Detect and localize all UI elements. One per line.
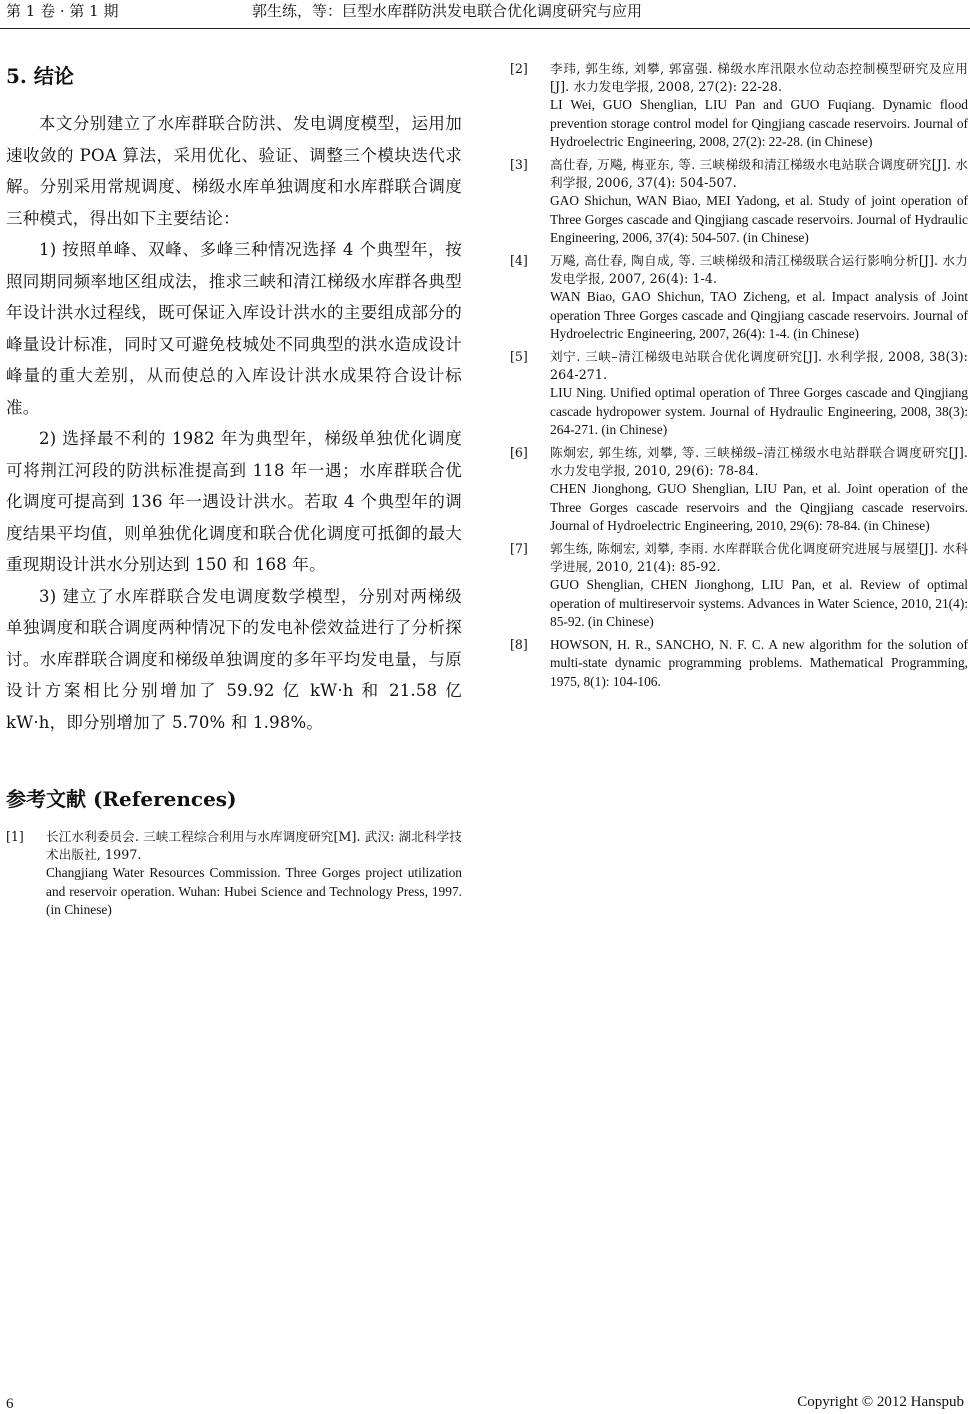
reference-item bbox=[510, 60, 968, 151]
reference-item bbox=[510, 348, 968, 439]
conclusion-paragraph: 3) 建立了水库群联合发电调度数学模型，分别对两梯级单独调度和联合调度两种情况下的发电补偿效益进行了分析探讨。水库群联合调度和梯级单独调度的多年平均发电量，与原设计方案相比分别增加了 59.92 亿 kW·h 和 21.58 亿 kW·h，即分别增加了 5.70% 和 1.98%。 bbox=[6, 586, 462, 732]
reference-number: [5] bbox=[510, 349, 528, 365]
reference-chinese: 长江水利委员会. 三峡工程综合利用与水库调度研究[M]. 武汉: 湖北科学技术出版社, 1997. bbox=[46, 829, 462, 863]
reference-chinese: 李玮, 郭生练, 刘攀, 郭富强. 梯级水库汛限水位动态控制模型研究及应用[J]. 水力发电学报, 2008, 27(2): 22-28. bbox=[550, 61, 968, 95]
reference-number: [3] bbox=[510, 157, 528, 173]
reference-item bbox=[510, 540, 968, 631]
reference-number: [8] bbox=[510, 637, 528, 653]
reference-number: [6] bbox=[510, 445, 528, 461]
reference-item bbox=[510, 252, 968, 343]
page-number: 6 bbox=[6, 1396, 14, 1412]
header-volume-issue: 第 1 卷 · 第 1 期 bbox=[6, 2, 119, 20]
running-header bbox=[0, 0, 970, 29]
reference-item bbox=[510, 444, 968, 535]
section-title-conclusion: 5. 结论 bbox=[6, 64, 74, 88]
reference-english: CHEN Jionghong, GUO Shenglian, LIU Pan, et al. Joint operation of the Three Gorges cascade reservoirs and the Qingjiang cascade reservoirs. Journal of Hydroelectric Engineering, 2010, 29(6): 78-84. (in Chinese) bbox=[550, 481, 968, 533]
left-column bbox=[6, 58, 462, 924]
reference-number: [7] bbox=[510, 541, 528, 557]
header-article-title: 郭生练，等：巨型水库群防洪发电联合优化调度研究与应用 bbox=[252, 2, 643, 20]
reference-english: LI Wei, GUO Shenglian, LIU Pan and GUO Fuqiang. Dynamic flood prevention storage control model for Qingjiang cascade reservoirs. Journal of Hydroelectric Engineering, 2008, 27(2): 22-28. (in Chinese) bbox=[550, 97, 968, 149]
conclusion-paragraph: 1) 按照单峰、双峰、多峰三种情况选择 4 个典型年，按照同期同频率地区组成法，推求三峡和清江梯级水库群各典型年设计洪水过程线，既可保证入库设计洪水的主要组成部分的峰量设计标准，同时又可避免枝城处不同典型的洪水造成设计峰量的重大差别，从而使总的入库设计洪水成果符合设计标准。 bbox=[6, 240, 462, 417]
reference-item bbox=[6, 828, 462, 919]
reference-chinese: 郭生练, 陈炯宏, 刘攀, 李雨. 水库群联合优化调度研究进展与展望[J]. 水科学进展, 2010, 21(4): 85-92. bbox=[550, 541, 968, 575]
reference-english: WAN Biao, GAO Shichun, TAO Zicheng, et al. Impact analysis of Joint operation Three Gorges cascade and Qingjiang cascade reservoirs. Journal of Hydroelectric Engineering, 2007, 26(4): 1-4. (in Chinese) bbox=[550, 289, 968, 341]
reference-english: GUO Shenglian, CHEN Jionghong, LIU Pan, et al. Review of optimal operation of multireservoir systems. Advances in Water Science, 2010, 21(4): 85-92. (in Chinese) bbox=[550, 577, 968, 629]
reference-english: HOWSON, H. R., SANCHO, N. F. C. A new algorithm for the solution of multi-state dynamic programming problems. Mathematical Programming, 1975, 8(1): 104-106. bbox=[550, 637, 968, 689]
reference-item bbox=[510, 636, 968, 691]
references-title: 参考文献 (References) bbox=[6, 787, 237, 811]
reference-chinese: 陈炯宏, 郭生练, 刘攀, 等. 三峡梯级–清江梯级水电站群联合调度研究[J]. 水力发电学报, 2010, 29(6): 78-84. bbox=[550, 445, 968, 479]
reference-number: [1] bbox=[6, 829, 24, 844]
reference-english: GAO Shichun, WAN Biao, MEI Yadong, et al. Study of joint operation of Three Gorges cascade and Qingjiang cascade reservoirs. Journal of Hydraulic Engineering, 2006, 37(4): 504-507. (in Chinese) bbox=[550, 193, 968, 245]
right-column bbox=[510, 60, 968, 696]
reference-number: [2] bbox=[510, 61, 528, 76]
conclusion-paragraph: 2) 选择最不利的 1982 年为典型年，梯级单独优化调度可将荆江河段的防洪标准提高到 118 年一遇；水库群联合优化调度可提高到 136 年一遇设计洪水。若取 4 个典型年的调度结果平均值，则单独优化调度和联合优化调度可抵御的最大重现期设计洪水分别达到 150 和 168 年。 bbox=[6, 429, 462, 574]
reference-chinese: 万飚, 高仕春, 陶自成, 等. 三峡梯级和清江梯级联合运行影响分析[J]. 水力发电学报, 2007, 26(4): 1-4. bbox=[550, 253, 968, 287]
copyright-notice: Copyright © 2012 Hanspub bbox=[797, 1394, 964, 1410]
reference-number: [4] bbox=[510, 253, 528, 269]
reference-chinese: 高仕春, 万飚, 梅亚东, 等. 三峡梯级和清江梯级水电站联合调度研究[J]. 水利学报, 2006, 37(4): 504-507. bbox=[550, 157, 968, 191]
reference-english: LIU Ning. Unified optimal operation of Three Gorges cascade and Qingjiang cascade hydropower system. Journal of Hydraulic Engineering, 2008, 38(3): 264-271. (in Chinese) bbox=[550, 385, 968, 437]
reference-chinese: 刘宁. 三峡–清江梯级电站联合优化调度研究[J]. 水利学报, 2008, 38(3): 264-271. bbox=[550, 349, 968, 383]
reference-english: Changjiang Water Resources Commission. Three Gorges project utilization and reservoir operation. Wuhan: Hubei Science and Technology Press, 1997. (in Chinese) bbox=[46, 865, 462, 917]
reference-item bbox=[510, 156, 968, 247]
conclusion-paragraph: 本文分别建立了水库群联合防洪、发电调度模型，运用加速收敛的 POA 算法，采用优化、验证、调整三个模块迭代求解。分别采用常规调度、梯级水库单独调度和水库群联合调度三种模式，得出如下主要结论： bbox=[6, 114, 462, 228]
